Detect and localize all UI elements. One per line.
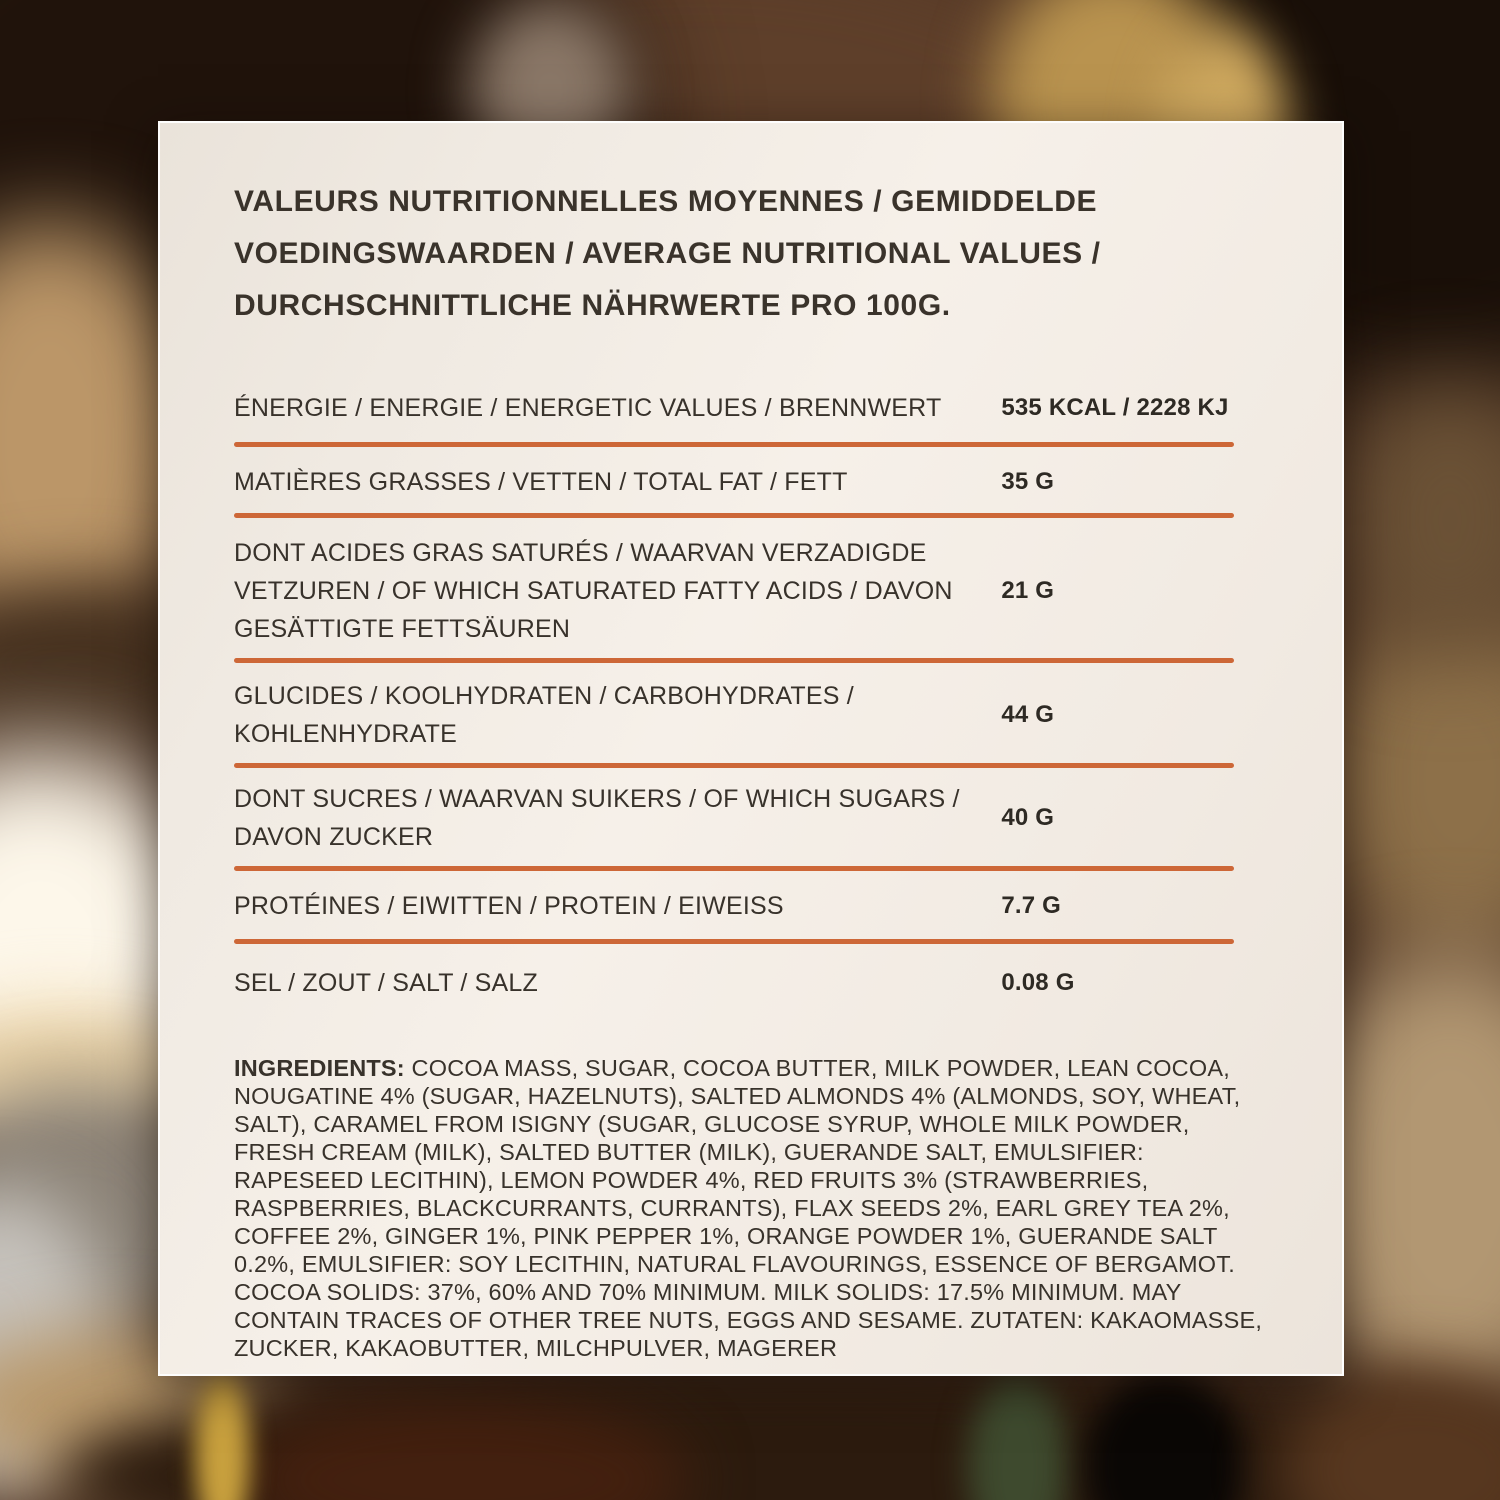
nutrition-row-carbohydrates bbox=[234, 663, 1238, 763]
nutrition-title: VALEURS NUTRITIONNELLES MOYENNES / GEMIDDELDE VOEDINGSWAARDEN / AVERAGE NUTRITIONAL VALUES / DURCHSCHNITTLICHE NÄHRWERTE PRO 100G. bbox=[234, 185, 1101, 322]
nutrient-value: 35 G bbox=[1001, 468, 1055, 495]
ingredients-heading: INGREDIENTS: bbox=[234, 1055, 405, 1081]
nutrient-value: 7.7 G bbox=[1001, 892, 1062, 919]
background-blur-blob bbox=[1280, 1365, 1500, 1500]
ingredients-text: COCOA MASS, SUGAR, COCOA BUTTER, MILK POWDER, LEAN COCOA, NOUGATINE 4% (SUGAR, HAZELNUTS), SALTED ALMONDS 4% (ALMONDS, SOY, WHEAT, SALT), CARAMEL FROM ISIGNY (SUGAR, GLUCOSE SYRUP, WHOLE MILK POWDER, FRESH CREAM (MILK), SALTED BUTTER (MILK), GUERANDE SALT, EMULSIFIER: RAPESEED LECITHIN), LEMON POWDER 4%, RED FRUITS 3% (STRAWBERRIES, RASPBERRIES, BLACKCURRANTS, CURRANTS), FLAX SEEDS 2%, EARL GREY TEA 2%, COFFEE 2%, GINGER 1%, PINK PEPPER 1%, ORANGE POWDER 1%, GUERANDE SALT 0.2%, EMULSIFIER: SOY LECITHIN, NATURAL FLAVOURINGS, ESSENCE OF BERGAMOT. COCOA SOLIDS: 37%, 60% AND 70% MINIMUM. MILK SOLIDS: 17.5% MINIMUM. MAY CONTAIN TRACES OF OTHER TREE NUTS, EGGS AND SESAME. ZUTATEN: KAKAOMASSE, ZUCKER, KAKAOBUTTER, MILCHPULVER, MAGERER bbox=[234, 1055, 1263, 1361]
nutrition-label-panel bbox=[158, 121, 1344, 1376]
nutrient-name: GLUCIDES / KOOLHYDRATEN / CARBOHYDRATES / KOHLENHYDRATE bbox=[234, 682, 854, 748]
nutrition-row-sugars bbox=[234, 768, 1238, 866]
nutrient-name: ÉNERGIE / ENERGIE / ENERGETIC VALUES / BRENNWERT bbox=[234, 394, 942, 422]
nutrient-value: 535 KCAL / 2228 KJ bbox=[1001, 394, 1229, 421]
nutrient-name: MATIÈRES GRASSES / VETTEN / TOTAL FAT / FETT bbox=[234, 468, 848, 496]
nutrient-name: PROTÉINES / EIWITTEN / PROTEIN / EIWEISS bbox=[234, 892, 784, 920]
nutrient-value: 44 G bbox=[1001, 701, 1055, 728]
nutrient-name: DONT ACIDES GRAS SATURÉS / WAARVAN VERZADIGDE VETZUREN / OF WHICH SATURATED FATTY ACIDS / DAVON GESÄTTIGTE FETTSÄUREN bbox=[234, 539, 953, 643]
nutrient-value: 0.08 G bbox=[1001, 969, 1075, 996]
nutrient-value: 40 G bbox=[1001, 804, 1055, 831]
nutrition-row-salt bbox=[234, 944, 1238, 1002]
ingredients-paragraph bbox=[234, 1054, 1276, 1362]
nutrition-row-saturated-fat bbox=[234, 518, 1238, 658]
nutrient-value: 21 G bbox=[1001, 577, 1055, 604]
nutrition-row-fat bbox=[234, 447, 1238, 513]
background-blur-blob bbox=[1340, 380, 1500, 660]
nutrient-name: SEL / ZOUT / SALT / SALZ bbox=[234, 969, 538, 997]
nutrient-name: DONT SUCRES / WAARVAN SUIKERS / OF WHICH SUGARS / DAVON ZUCKER bbox=[234, 785, 960, 851]
nutrition-row-protein bbox=[234, 871, 1238, 939]
nutrition-row-energy bbox=[234, 332, 1238, 442]
